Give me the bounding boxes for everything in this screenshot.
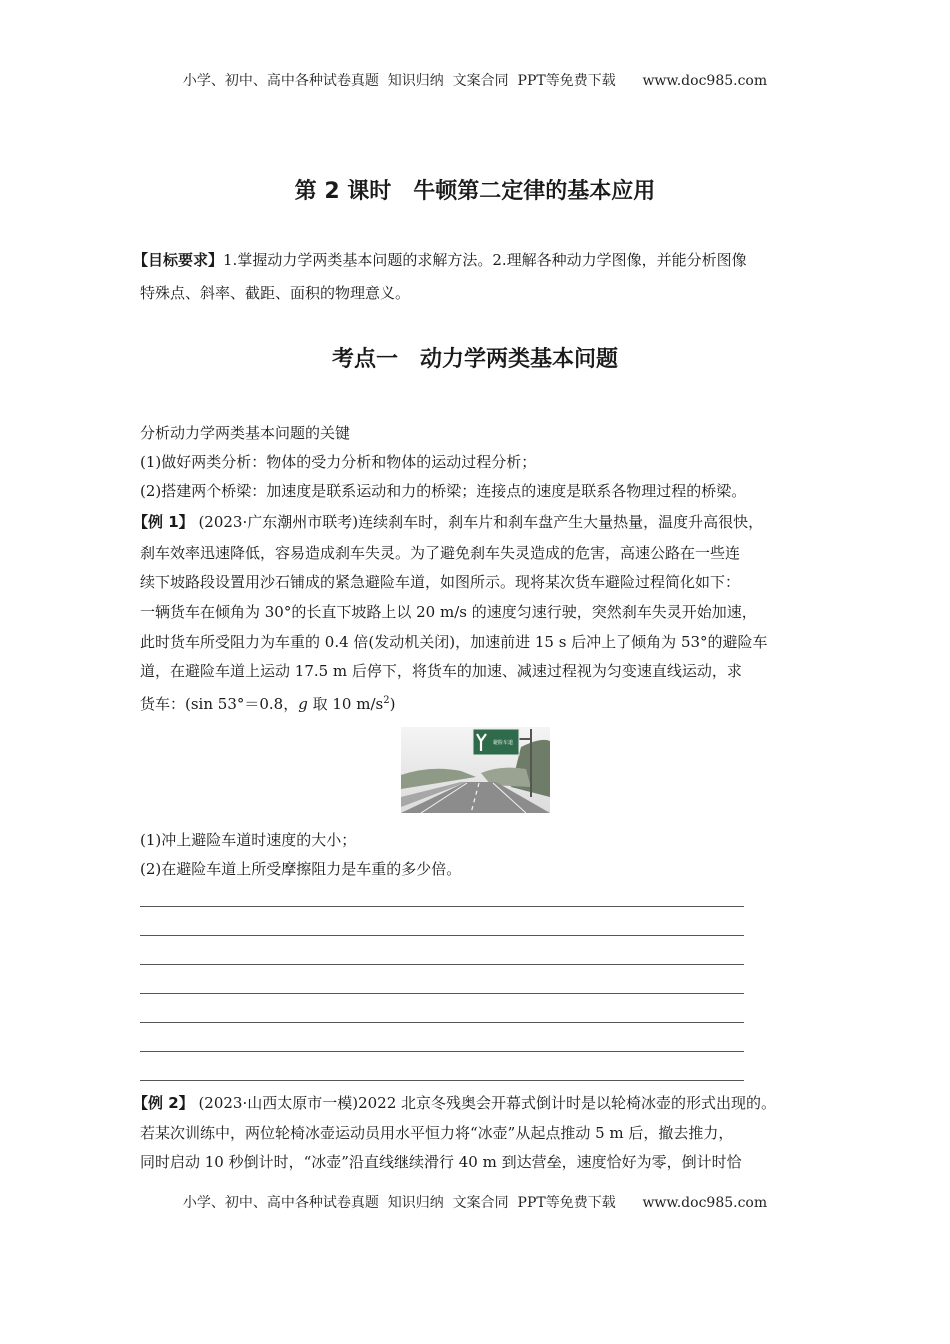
example1-line-2: 刹车效率迅速降低，容易造成刹车失灵。为了避免刹车失灵造成的危害，高速公路在一些连 xyxy=(140,544,741,562)
page-footer: 小学、初中、高中各种试卷真题 知识归纳 文案合同 PPT等免费下载 www.doc985.com xyxy=(182,1195,768,1211)
key-item-2: (2)搭建两个桥梁：加速度是联系运动和力的桥梁；连接点的速度是联系各物理过程的桥梁。 xyxy=(140,482,747,500)
question-1: (1)冲上避险车道时速度的大小； xyxy=(140,831,357,849)
emergency-lane-photo xyxy=(401,727,550,813)
question-2: (2)在避险车道上所受摩擦阻力是车重的多少倍。 xyxy=(140,860,462,878)
answer-line[interactable] xyxy=(140,906,744,907)
example1-line-5: 此时货车所受阻力为车重的 0.4 倍(发动机关闭)，加速前进 15 s 后冲上了倾角为 53°的避险车 xyxy=(140,633,768,651)
example1-line-4: 一辆货车在倾角为 30°的长直下坡路上以 20 m/s 的速度匀速行驶，突然刹车失灵开始加速， xyxy=(140,603,757,621)
objectives-line-2: 特殊点、斜率、截距、面积的物理意义。 xyxy=(140,284,411,302)
sign-text: 避险车道 xyxy=(492,740,514,746)
example2-line-1 xyxy=(133,1093,776,1113)
answer-line[interactable] xyxy=(140,935,744,936)
example1-line-6: 道，在避险车道上运动 17.5 m 后停下，将货车的加速、减速过程视为匀变速直线运动，求 xyxy=(140,662,742,680)
page-header: 小学、初中、高中各种试卷真题 知识归纳 文案合同 PPT等免费下载 www.doc985.com xyxy=(182,73,768,89)
example1-line-7 xyxy=(140,691,395,714)
lesson-title: 第 2 课时 牛顿第二定律的基本应用 xyxy=(294,179,656,204)
answer-line[interactable] xyxy=(140,1051,744,1052)
objectives-text-1: 1.掌握动力学两类基本问题的求解方法。2.理解各种动力学图像，并能分析图像 xyxy=(223,251,747,269)
objectives-tag: 【目标要求】 xyxy=(133,251,224,269)
gravity-symbol: g xyxy=(298,695,308,713)
example2-text-1: (2023·山西太原市一模)2022 北京冬残奥会开幕式倒计时是以轮椅冰壶的形式出现的。 xyxy=(198,1094,777,1112)
objectives-line-1 xyxy=(133,250,747,270)
key-intro: 分析动力学两类基本问题的关键 xyxy=(140,424,351,442)
example1-text-7b: 取 10 m/s xyxy=(307,695,384,713)
example2-tag: 【例 2】 xyxy=(133,1094,194,1112)
example1-tag: 【例 1】 xyxy=(133,513,194,531)
example1-line-1 xyxy=(133,512,763,532)
example2-line-3: 同时启动 10 秒倒计时，“冰壶”沿直线继续滑行 40 m 到达营垒，速度恰好为零，倒计时恰 xyxy=(140,1153,742,1171)
example1-source: (2023·广东潮州市联考) xyxy=(198,513,359,531)
answer-line[interactable] xyxy=(140,1080,744,1081)
section-title: 考点一 动力学两类基本问题 xyxy=(331,347,618,372)
answer-line[interactable] xyxy=(140,993,744,994)
example1-text-7c: ) xyxy=(389,695,396,713)
example1-text-1: 连续刹车时，刹车片和刹车盘产生大量热量，温度升高很快， xyxy=(358,513,764,531)
exponent: 2 xyxy=(383,695,390,706)
example1-text-7a: 货车：(sin 53°＝0.8， xyxy=(140,695,299,713)
example2-line-2: 若某次训练中，两位轮椅冰壶运动员用水平恒力将“冰壶”从起点推动 5 m 后，撤去推力， xyxy=(140,1124,734,1142)
key-item-1: (1)做好两类分析：物体的受力分析和物体的运动过程分析； xyxy=(140,453,537,471)
example1-line-3: 续下坡路段设置用沙石铺成的紧急避险车道，如图所示。现将某次货车避险过程简化如下： xyxy=(140,573,741,591)
answer-line[interactable] xyxy=(140,964,744,965)
answer-line[interactable] xyxy=(140,1022,744,1023)
